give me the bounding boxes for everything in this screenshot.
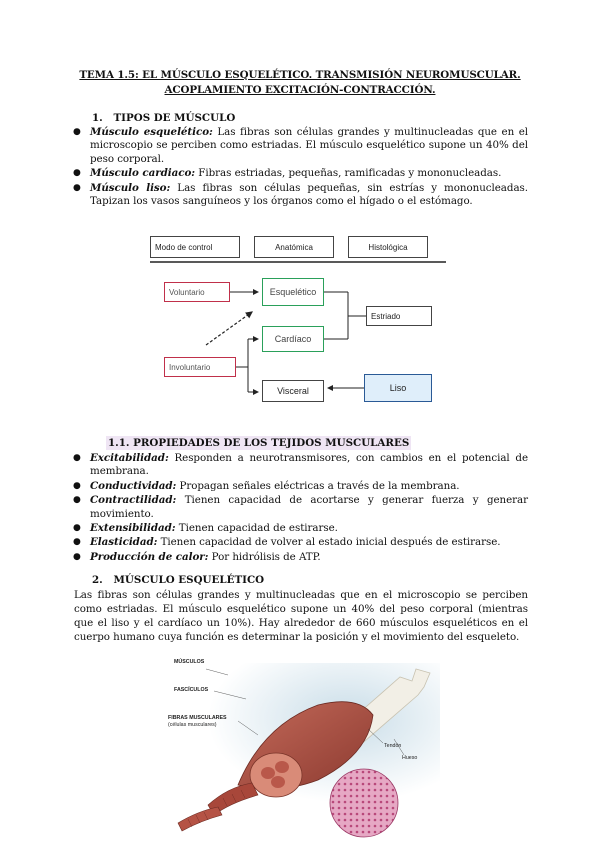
properties-list [73,452,528,565]
list-item-term: Extensibilidad: [90,522,176,535]
label-muscle-fibers: FIBRAS MUSCULARES [168,715,227,721]
header-histological: Histológica [348,236,428,258]
section-1-heading [92,112,235,124]
list-item-text: Tienen capacidad de estirarse. [175,522,338,535]
cardiac-box: Cardíaco [262,326,324,352]
list-item [73,452,528,479]
bullet-icon: ● [73,182,81,193]
list-item [73,181,528,209]
list-item-term: Músculo esquelético: [90,126,213,138]
title-line-2: ACOPLAMIENTO EXCITACIÓN-CONTRACCIÓN. [164,84,436,96]
label-muscles: MÚSCULOS [174,659,205,665]
list-item-term: Elasticidad: [90,536,158,549]
document-title [60,68,540,98]
muscle-anatomy-figure [168,655,440,840]
section-1-1-title: 1.1. PROPIEDADES DE LOS TEJIDOS MUSCULARES [108,437,410,449]
muscle-classification-diagram [150,232,446,410]
title-line-1: TEMA 1.5: EL MÚSCULO ESQUELÉTICO. TRANSMISIÓN NEUROMUSCULAR. [79,69,521,81]
list-item [73,522,528,535]
list-item [73,494,528,521]
list-item-text: Tienen capacidad de acortarse y generar fuerza y generar movimiento. [90,494,528,520]
involuntary-box: Involuntario [164,357,236,377]
voluntary-box: Voluntario [164,282,230,302]
list-item [73,167,528,180]
section-2-number: 2. [92,574,103,586]
list-item-text: Las fibras son células pequeñas, sin estrías y mononucleadas. Tapizan los vasos sanguíneos y los órganos como el hígado o el estómago. [90,181,528,208]
list-item-text: Responden a neurotransmisores, con cambios en el potencial de membrana. [90,452,528,478]
bullet-icon: ● [73,551,81,562]
muscle-types-list [73,126,528,209]
visceral-box: Visceral [262,380,324,402]
smooth-box: Liso [364,374,432,402]
list-item-term: Conductividad: [90,479,177,492]
bullet-icon: ● [73,523,81,534]
list-item-text: Propagan señales eléctricas a través de la membrana. [176,479,460,492]
list-item-term: Producción de calor: [90,550,209,563]
bullet-icon: ● [73,453,81,463]
label-tendon: Tendón [384,743,402,749]
section-1-1-heading [106,437,411,449]
section-2-heading [92,574,264,586]
list-item [73,126,528,166]
list-item-term: Excitabilidad: [90,452,169,464]
list-item [73,536,528,549]
skeletal-box: Esquelético [262,278,324,306]
list-item [73,550,528,564]
striated-box: Estriado [366,306,432,326]
list-item-term: Músculo liso: [90,181,171,194]
list-item-text: Fibras estriadas, pequeñas, ramificadas y mononucleadas. [195,167,502,180]
header-anatomical: Anatómica [254,236,334,258]
header-control-mode: Modo de control [150,236,240,258]
list-item-term: Contractilidad: [90,494,177,507]
bullet-icon: ● [73,127,81,137]
list-item-term: Músculo cardiaco: [90,167,196,180]
section-1-title: TIPOS DE MÚSCULO [113,112,236,124]
bullet-icon: ● [73,537,81,548]
skeletal-muscle-paragraph: Las fibras son células grandes y multinucleadas que en el microscopio se perciben como estriadas. El músculo esquelético supone un 40% del peso corporal (mientras que el liso y el cardíaco un 10%). Hay alrededor de 660 músculos esqueléticos en el cuerpo humano cuya función es determinar la posición y el movimiento del esqueleto. [74,589,528,643]
section-1-number: 1. [92,112,103,124]
list-item [73,479,528,493]
label-muscle-cells: (células musculares) [168,722,217,728]
list-item-text: Las fibras son células grandes y multinucleadas que en el microscopio se perciben como estriadas. El músculo esquelético supone un 40% del peso corporal. [90,126,528,165]
list-item-text: Tienen capacidad de volver al estado inicial después de estirarse. [157,536,501,549]
bullet-icon: ● [73,495,81,506]
bullet-icon: ● [73,168,81,179]
label-bone: Hueso [402,755,418,761]
list-item-text: Por hidrólisis de ATP. [208,550,321,563]
section-2-title: MÚSCULO ESQUELÉTICO [113,574,265,586]
bullet-icon: ● [73,480,81,491]
label-fascicles: FASCÍCULOS [174,687,209,693]
